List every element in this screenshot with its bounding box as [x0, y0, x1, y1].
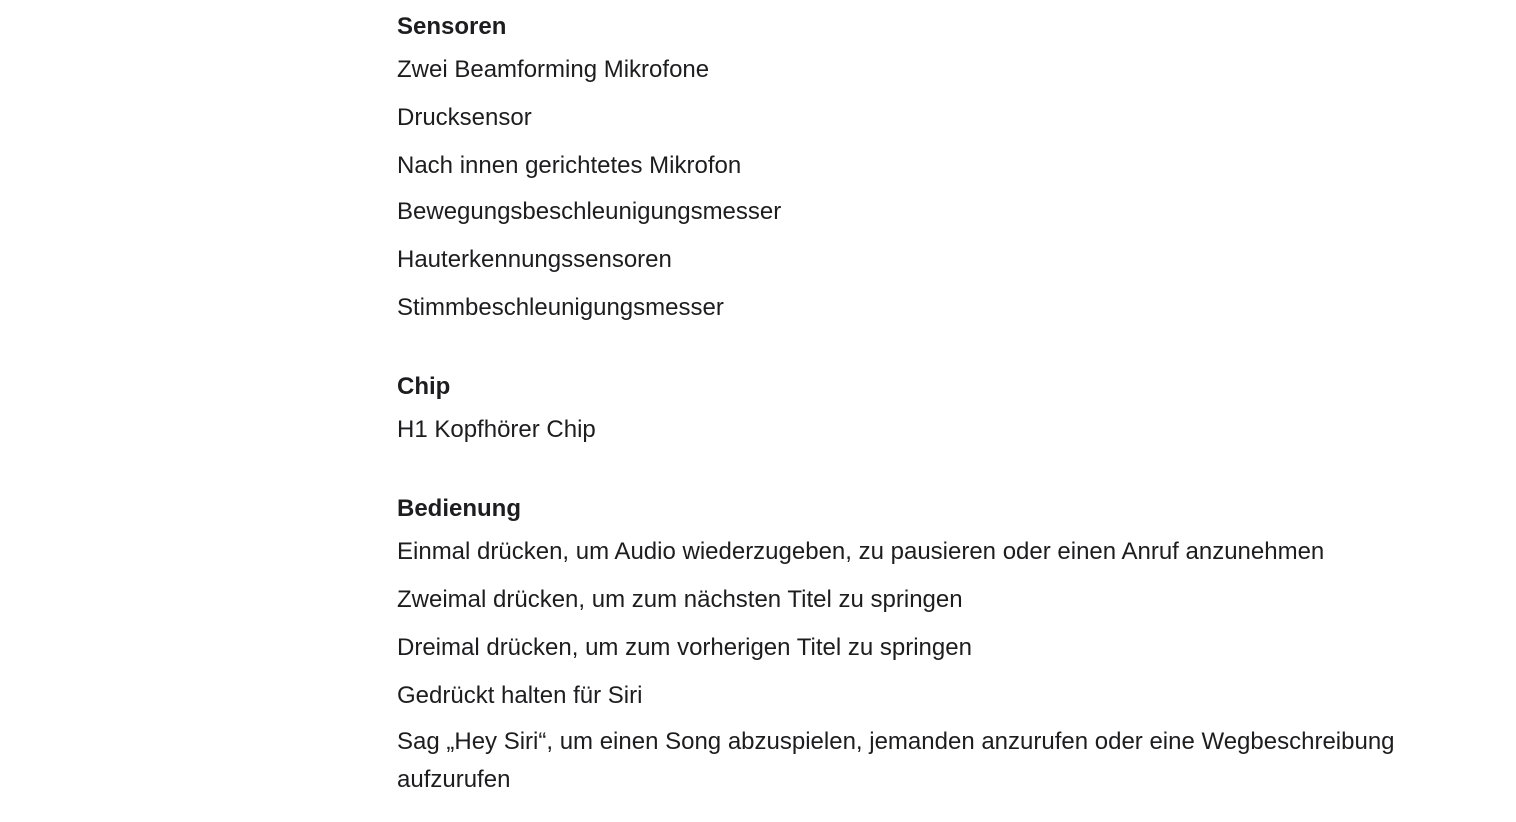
sensor-list	[397, 51, 1487, 327]
list-item: Zweimal drücken, um zum nächsten Titel zu springen	[397, 586, 963, 613]
section-heading: Bedienung	[397, 495, 521, 522]
list-item: Stimmbeschleunigungsmesser	[397, 294, 724, 321]
spec-content	[397, 0, 1487, 799]
list-item: Drucksensor	[397, 104, 532, 131]
controls-list	[397, 533, 1487, 799]
section-heading: Sensoren	[397, 13, 507, 40]
list-item: Sag „Hey Siri“, um einen Song abzuspielen, jemanden anzurufen oder eine Wegbeschreibung aufzurufen	[397, 728, 1395, 793]
list-item: H1 Kopfhörer Chip	[397, 416, 596, 443]
section-bedienung	[397, 495, 1487, 799]
section-heading: Chip	[397, 373, 451, 400]
section-chip	[397, 373, 1487, 449]
list-item: Gedrückt halten für Siri	[397, 682, 643, 709]
list-item: Einmal drücken, um Audio wiederzugeben, zu pausieren oder einen Anruf anzunehmen	[397, 538, 1325, 565]
list-item: Dreimal drücken, um zum vorherigen Titel zu springen	[397, 634, 972, 661]
list-item: Zwei Beamforming Mikrofone	[397, 56, 710, 83]
chip-list	[397, 411, 1487, 449]
list-item: Bewegungsbeschleunigungsmesser	[397, 198, 782, 225]
list-item: Nach innen gerichtetes Mikrofon	[397, 152, 742, 179]
list-item: Hauterkennungssensoren	[397, 246, 672, 273]
section-sensoren	[397, 13, 1487, 327]
